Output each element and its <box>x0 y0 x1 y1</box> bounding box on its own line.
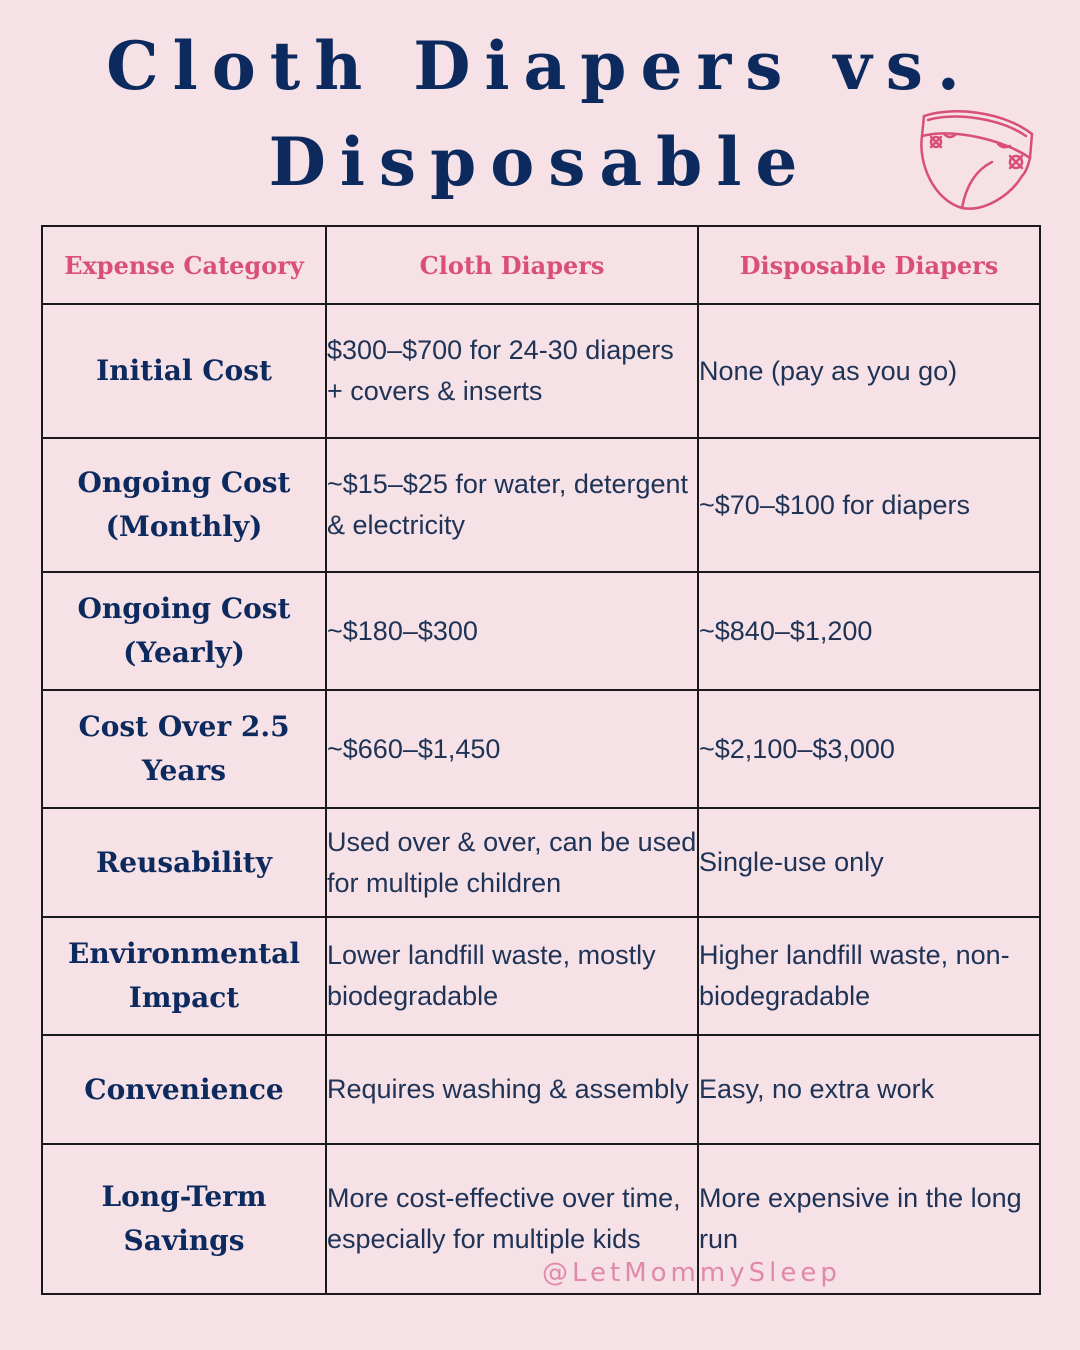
title-line-2: Disposable <box>268 123 812 201</box>
table-row <box>42 304 1040 438</box>
row-category: Ongoing Cost (Yearly) <box>42 572 326 690</box>
table-row <box>42 438 1040 572</box>
table-row <box>42 808 1040 917</box>
row-category: Reusability <box>42 808 326 917</box>
row-category: Cost Over 2.5 Years <box>42 690 326 808</box>
cloth-value: More cost-effective over time, especially for multiple kids <box>326 1144 698 1294</box>
disposable-value: More expensive in the long run <box>698 1144 1040 1294</box>
diaper-icon <box>914 104 1038 214</box>
cloth-value: Requires washing & assembly <box>326 1035 698 1144</box>
cloth-value: $300–$700 for 24-30 diapers + covers & inserts <box>326 304 698 438</box>
table-row <box>42 1144 1040 1294</box>
row-category: Long-Term Savings <box>42 1144 326 1294</box>
header-disposable-diapers: Disposable Diapers <box>698 226 1040 304</box>
table-row <box>42 572 1040 690</box>
table-row <box>42 917 1040 1035</box>
disposable-value: Higher landfill waste, non-biodegradable <box>698 917 1040 1035</box>
cloth-value: ~$660–$1,450 <box>326 690 698 808</box>
row-category: Environmental Impact <box>42 917 326 1035</box>
row-category: Initial Cost <box>42 304 326 438</box>
header-cloth-diapers: Cloth Diapers <box>326 226 698 304</box>
disposable-value: None (pay as you go) <box>698 304 1040 438</box>
table-header-row <box>42 226 1040 304</box>
row-category: Ongoing Cost (Monthly) <box>42 438 326 572</box>
title-line-1: Cloth Diapers vs. <box>106 27 974 105</box>
comparison-table <box>41 225 1041 1295</box>
row-category: Convenience <box>42 1035 326 1144</box>
disposable-value: Easy, no extra work <box>698 1035 1040 1144</box>
cloth-value: ~$15–$25 for water, detergent & electricity <box>326 438 698 572</box>
table-row <box>42 1035 1040 1144</box>
disposable-value: ~$2,100–$3,000 <box>698 690 1040 808</box>
disposable-value: ~$840–$1,200 <box>698 572 1040 690</box>
disposable-value: ~$70–$100 for diapers <box>698 438 1040 572</box>
header-expense-category: Expense Category <box>42 226 326 304</box>
disposable-value: Single-use only <box>698 808 1040 917</box>
watermark-handle: @LetMommySleep <box>542 1258 841 1288</box>
cloth-value: ~$180–$300 <box>326 572 698 690</box>
cloth-value: Used over & over, can be used for multiple children <box>326 808 698 917</box>
table-row <box>42 690 1040 808</box>
cloth-value: Lower landfill waste, mostly biodegradable <box>326 917 698 1035</box>
